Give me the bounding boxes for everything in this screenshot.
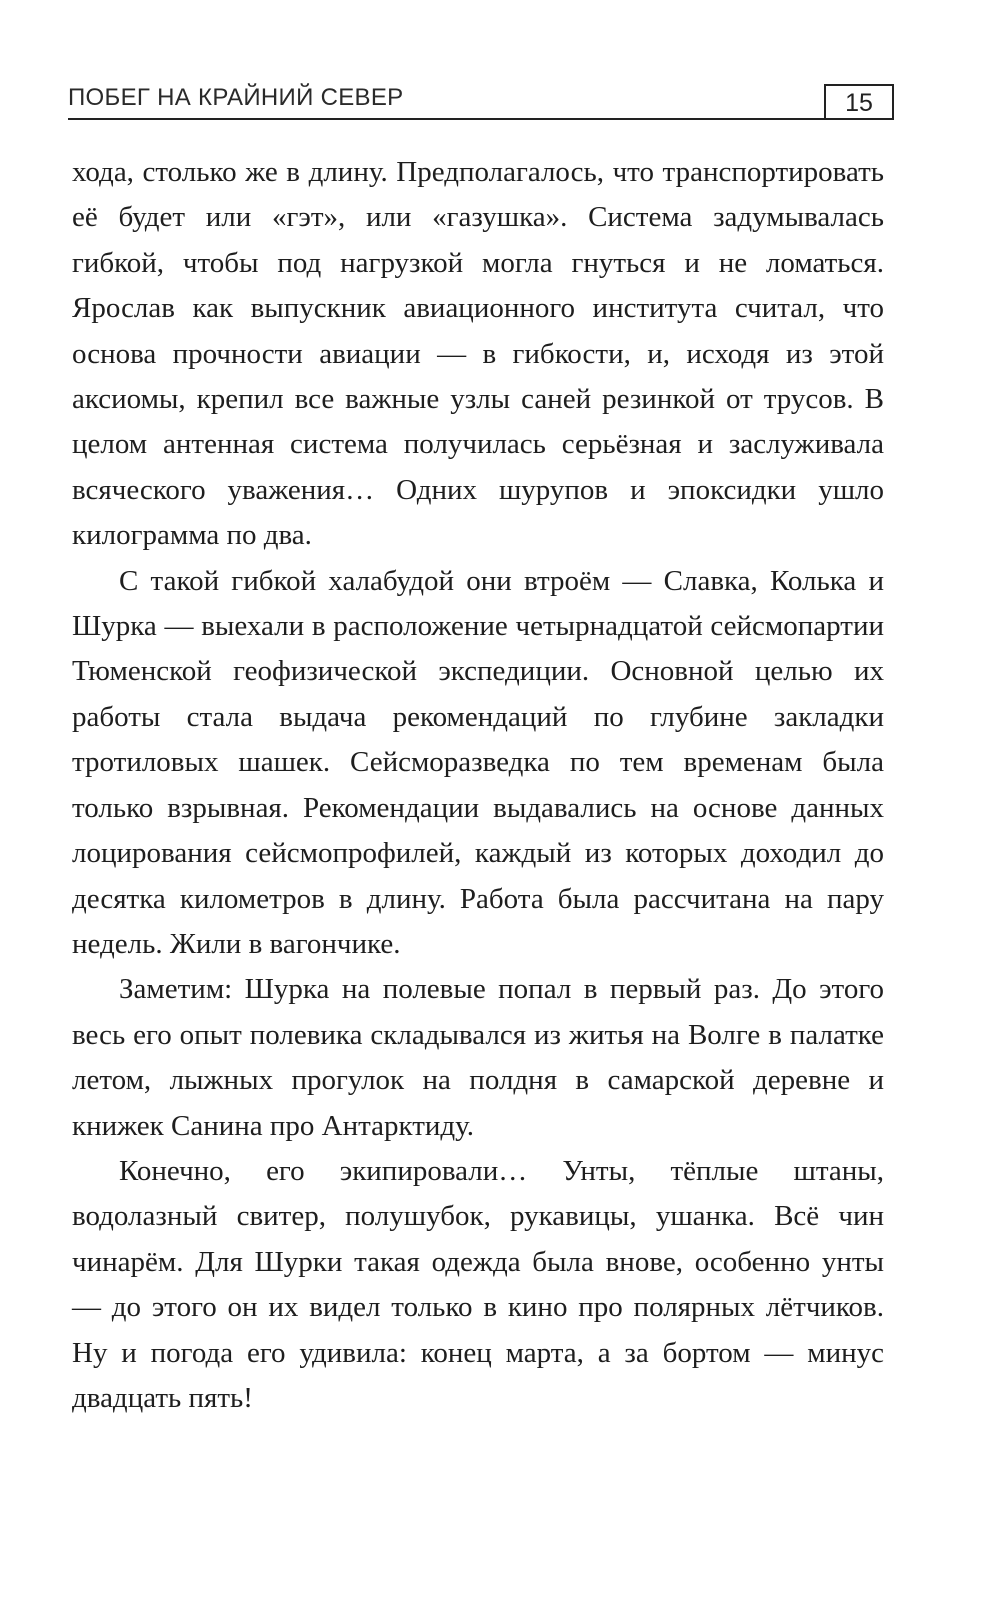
body-text — [72, 150, 884, 1421]
page-number: 15 — [824, 84, 894, 118]
paragraph: С такой гибкой халабудой они втроём — Славка, Колька и Шурка — выехали в расположение четырнадцатой сейсмопартии Тюменской геофизической экспедиции. Основной целью их работы стала выдача рекомендаций по глубине закладки тротиловых шашек. Сейсморазведка по тем временам была только взрывная. Рекомендации выдавались на основе данных лоцирования сейсмопрофилей, каждый из которых доходил до десятка километров в длину. Работа была рассчитана на пару недель. Жили в вагончике. — [72, 564, 884, 960]
running-head — [68, 78, 894, 120]
paragraph: Заметим: Шурка на полевые попал в первый раз. До этого весь его опыт полевика складывался из житья на Волге в палатке летом, лыжных прогулок на полдня в самарской деревне и книжек Санина про Антарктиду. — [72, 973, 884, 1142]
paragraph: Конечно, его экипировали… Унты, тёплые штаны, водолазный свитер, полушубок, рукавицы, ушанка. Всё чин чинарём. Для Шурки такая одежда была внове, особенно унты — до этого он их видел только в кино про полярных лётчиков. Ну и погода его удивила: конец марта, а за бортом — минус двадцать пять! — [72, 1154, 884, 1414]
running-title: ПОБЕГ НА КРАЙНИЙ СЕВЕР — [68, 84, 404, 111]
header-rule — [68, 118, 894, 120]
paragraph-continued: хода, столько же в длину. Предполагалось, что транспортировать её будет или «гэт», или «газушка». Система задумывалась гибкой, чтобы под нагрузкой могла гнуться и не ломаться. Ярослав как выпускник авиационного института считал, что основа прочности авиации — в гибкости, и, исходя из этой аксиомы, крепил все важные узлы саней резинкой от трусов. В целом антенная система получилась серьёзная и заслуживала всяческого уважения… Одних шурупов и эпоксидки ушло килограмма по два. — [72, 156, 884, 552]
